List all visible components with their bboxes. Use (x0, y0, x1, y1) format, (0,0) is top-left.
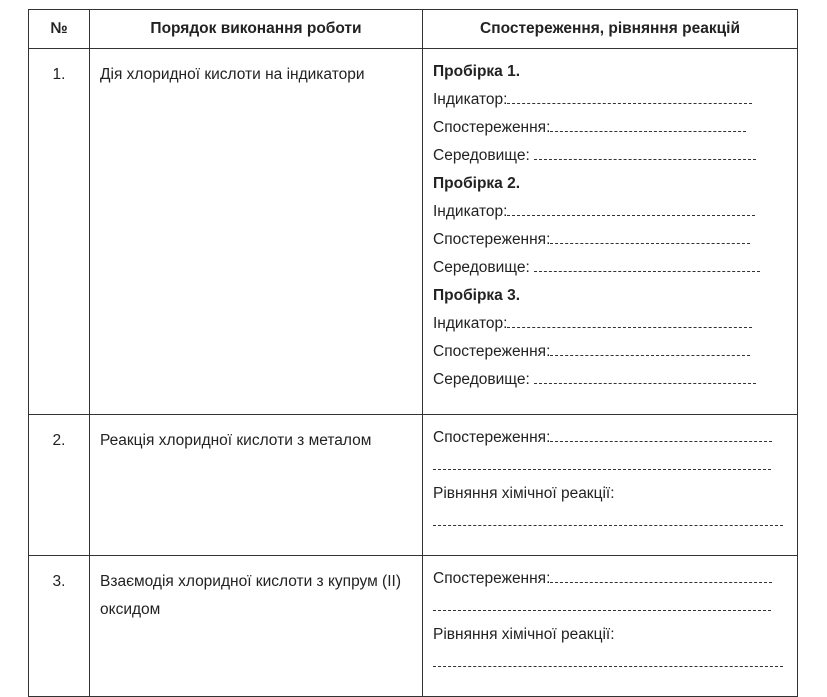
indicator-line (433, 310, 787, 338)
indicator-line (433, 198, 787, 226)
answer-blank[interactable] (550, 130, 746, 132)
answer-blank[interactable] (550, 354, 750, 356)
equation-label: Рівняння хімічної реакції: (433, 626, 615, 643)
header-number: № (29, 10, 90, 49)
observation-continuation-line (433, 593, 787, 621)
header-procedure: Порядок виконання роботи (90, 10, 423, 49)
answer-blank[interactable] (433, 665, 783, 667)
medium-label: Середовище: (433, 259, 535, 276)
row-number: 3. (29, 556, 90, 697)
observation-line (433, 114, 787, 142)
table-header-row (29, 10, 798, 49)
medium-label: Середовище: (433, 371, 535, 388)
procedure-text: Дія хлоридної кислоти на індикатори (90, 49, 423, 415)
observation-label: Спостереження: (433, 429, 551, 446)
answer-blank[interactable] (507, 102, 752, 104)
observation-label: Спостереження: (433, 570, 551, 587)
equation-line (433, 508, 787, 536)
equation-line (433, 649, 787, 677)
indicator-line (433, 86, 787, 114)
table-row (29, 415, 798, 556)
answer-blank[interactable] (534, 382, 756, 384)
lab-worksheet-table (28, 9, 798, 697)
medium-label: Середовище: (433, 147, 535, 164)
answer-blank[interactable] (550, 242, 750, 244)
table-row (29, 49, 798, 415)
tube-block (433, 170, 787, 282)
medium-line (433, 254, 787, 282)
medium-line (433, 366, 787, 394)
indicator-label: Індикатор: (433, 315, 508, 332)
answer-blank[interactable] (433, 468, 771, 470)
procedure-text: Взаємодія хлоридної кислоти з купрум (II) оксидом (90, 556, 423, 697)
observations-cell (423, 556, 798, 697)
row-number: 2. (29, 415, 90, 556)
answer-blank[interactable] (507, 214, 755, 216)
table-row (29, 556, 798, 697)
observations-cell (423, 49, 798, 415)
answer-blank[interactable] (507, 326, 752, 328)
tube-block (433, 282, 787, 394)
observation-line (433, 424, 787, 452)
tube-block (433, 58, 787, 170)
observation-line (433, 338, 787, 366)
header-observations: Спостереження, рівняння реакцій (423, 10, 798, 49)
answer-blank[interactable] (534, 270, 760, 272)
indicator-label: Індикатор: (433, 203, 508, 220)
answer-blank[interactable] (433, 609, 771, 611)
observation-continuation-line (433, 452, 787, 480)
observation-label: Спостереження: (433, 231, 551, 248)
indicator-label: Індикатор: (433, 91, 508, 108)
equation-label: Рівняння хімічної реакції: (433, 485, 615, 502)
observation-line (433, 226, 787, 254)
answer-blank[interactable] (550, 440, 772, 442)
procedure-text: Реакція хлоридної кислоти з металом (90, 415, 423, 556)
tube-title: Пробірка 1. (433, 63, 521, 80)
tube-title: Пробірка 2. (433, 175, 521, 192)
observations-cell (423, 415, 798, 556)
medium-line (433, 142, 787, 170)
observation-label: Спостереження: (433, 119, 551, 136)
tube-title: Пробірка 3. (433, 287, 521, 304)
row-number: 1. (29, 49, 90, 415)
answer-blank[interactable] (550, 581, 772, 583)
answer-blank[interactable] (534, 158, 756, 160)
answer-blank[interactable] (433, 524, 783, 526)
observation-label: Спостереження: (433, 343, 551, 360)
observation-line (433, 565, 787, 593)
